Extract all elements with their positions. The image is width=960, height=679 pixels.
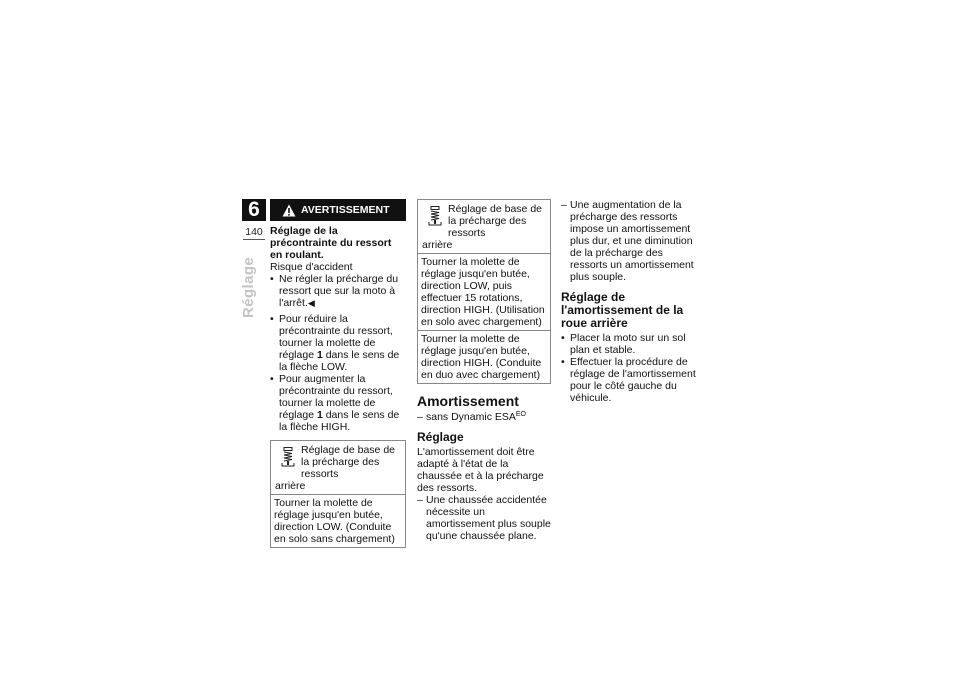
warning-bullet: [270, 273, 406, 309]
spec-table-title: Réglage de base de la précharge des ressorts: [448, 203, 542, 239]
list-item: • Effectuer la procédure de réglage de l'amortissement pour le côté gauche du véhicule.: [561, 356, 701, 404]
variant-text: sans Dynamic ESA: [426, 411, 516, 423]
list-item: [270, 373, 406, 433]
variant-code: EO: [515, 411, 526, 418]
spring-preload-icon: [428, 206, 442, 226]
bullet-text: dans le sens de la flèche HIGH.: [279, 409, 400, 433]
spring-preload-icon: [281, 447, 295, 467]
end-marker-icon: ◀: [307, 298, 315, 308]
spec-table-header: [418, 200, 550, 253]
table-row: Tourner la molette de réglage jusqu'en butée, direction LOW, puis effectuer 15 rotations, direction HIGH. (Utilisation en solo avec chargement): [418, 253, 550, 330]
chapter-title-vertical: Réglage: [240, 256, 257, 318]
instruction-list: [270, 313, 406, 433]
spec-table: [270, 440, 406, 548]
warning-list: [270, 273, 406, 309]
section-title-rear-damping: Réglage de l'amortissement de la roue arrière: [561, 290, 684, 330]
warning-bullet-text: Ne régler la précharge du ressort que sur la moto à l'arrêt.: [279, 273, 399, 309]
spec-table-title-tail: arrière: [422, 239, 453, 251]
column-3: [561, 199, 701, 404]
column-1: [270, 199, 406, 548]
warning-label: AVERTISSEMENT: [301, 204, 390, 216]
subsection-title-reglage: Réglage: [417, 430, 464, 444]
bullet-text: Pour réduire la précontrainte du ressort, tourner la molette de réglage: [279, 313, 393, 361]
warning-triangle-icon: [282, 204, 296, 217]
warning-bar: [270, 199, 406, 221]
list-item: • Placer la moto sur un sol plan et stable.: [561, 332, 701, 356]
list-item: – Une chaussée accidentée nécessite un amortissement plus souple qu'une chaussée plane.: [417, 494, 551, 542]
list-item: [270, 313, 406, 373]
spec-table: [417, 199, 551, 384]
warning-risk: Risque d'accident: [270, 261, 353, 273]
chapter-number-tab: 6: [242, 199, 266, 221]
spec-table-title-tail: arrière: [275, 480, 306, 492]
page-number: 140: [245, 226, 263, 238]
ref-number: 1: [316, 409, 323, 421]
spec-table-header: [271, 441, 405, 494]
dash-list: [561, 199, 701, 283]
table-row: Tourner la molette de réglage jusqu'en butée, direction LOW. (Conduite en solo sans chargement): [271, 494, 405, 547]
table-row: Tourner la molette de réglage jusqu'en butée, direction HIGH. (Conduite en duo avec chargement): [418, 330, 550, 383]
list-item: – Une augmentation de la précharge des ressorts impose un amortissement plus dur, et une diminution de la précharge des ressorts un amortissement plus souple.: [561, 199, 701, 283]
instruction-list: [561, 332, 701, 404]
list-item: [417, 411, 551, 423]
paragraph: L'amortissement doit être adapté à l'état de la chaussée et à la précharge des ressorts.: [417, 446, 544, 494]
bullet-text: Pour augmenter la précontrainte du ressort, tourner la molette de réglage: [279, 373, 393, 421]
ref-number: 1: [316, 349, 323, 361]
column-2: [417, 199, 551, 542]
spec-table-title: Réglage de base de la précharge des ressorts: [301, 444, 395, 480]
section-title-amortissement: Amortissement: [417, 393, 519, 409]
dash-list: [417, 494, 551, 542]
warning-heading: Réglage de la précontrainte du ressort en roulant.: [270, 225, 392, 261]
variant-list: [417, 411, 551, 423]
bullet-text: dans le sens de la flèche LOW.: [279, 349, 400, 373]
